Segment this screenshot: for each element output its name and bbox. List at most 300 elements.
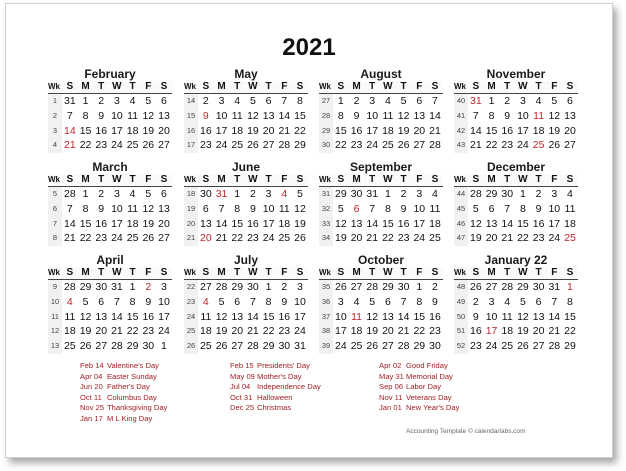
week-row — [319, 202, 443, 217]
week-number-header: Wk — [48, 175, 60, 184]
weekday-label: S — [296, 267, 304, 278]
day-cell: 11 — [429, 202, 441, 215]
week-number: 45 — [454, 202, 468, 217]
day-cell: 29 — [413, 340, 426, 353]
weekday-label: W — [112, 174, 122, 185]
weekday-label: S — [337, 81, 345, 92]
week-row — [184, 217, 308, 232]
day-cell: 14 — [247, 310, 259, 323]
day-cell: 22 — [335, 139, 347, 152]
holiday-name: Memorial Day — [406, 371, 453, 381]
week-row — [184, 187, 308, 202]
day-cell: 3 — [519, 95, 526, 107]
day-cell: 21 — [501, 232, 514, 245]
holiday-name: Veterans Day — [406, 392, 452, 402]
day-cell: 5 — [472, 202, 479, 215]
day-cell: 2 — [98, 188, 105, 200]
weekday-label: F — [416, 267, 423, 278]
day-cell: 20 — [158, 217, 170, 230]
holiday-date: Jun 20 — [80, 382, 103, 392]
day-cell: 4 — [384, 95, 391, 107]
holiday-name: Valentine's Day — [107, 361, 159, 370]
weekday-header — [454, 174, 578, 187]
day-cell: 26 — [548, 139, 561, 152]
day-cell: 25 — [350, 340, 363, 353]
weekday-label: M — [487, 174, 496, 185]
day-cell: 20 — [532, 325, 545, 338]
holiday-column — [230, 361, 321, 414]
month-block — [319, 67, 443, 153]
holiday-date: Nov 25 — [80, 403, 105, 413]
day-cell: 29 — [335, 188, 347, 200]
day-cell: 3 — [161, 281, 167, 293]
day-cell: 24 — [294, 325, 306, 338]
day-cell: 12 — [548, 109, 561, 122]
day-cell: 27 — [262, 139, 275, 152]
day-cell: 10 — [366, 109, 379, 122]
day-cell: 17 — [111, 217, 123, 230]
day-cell: 7 — [551, 295, 558, 308]
day-cell: 1 — [234, 188, 241, 200]
day-cell: 30 — [350, 188, 363, 200]
day-cell: 24 — [485, 340, 498, 353]
day-cell: 8 — [82, 109, 89, 122]
weekday-label: S — [66, 174, 74, 185]
day-cell: 4 — [281, 188, 288, 200]
week-row — [48, 231, 172, 246]
day-cell: 5 — [145, 188, 152, 200]
day-cell: 21 — [247, 325, 259, 338]
day-cell: 12 — [294, 202, 306, 215]
day-cell: 27 — [485, 281, 498, 293]
week-number: 2 — [48, 109, 62, 124]
weekday-label: T — [129, 174, 136, 185]
month-block — [319, 253, 443, 354]
week-row — [319, 187, 443, 202]
day-cell: 3 — [416, 188, 423, 200]
day-cell: 20 — [485, 232, 498, 245]
day-cell: 11 — [127, 109, 139, 122]
month-block — [48, 160, 172, 246]
weekday-label: T — [535, 174, 542, 185]
day-cell: 11 — [351, 310, 362, 323]
day-cell: 25 — [126, 139, 139, 152]
week-row — [454, 217, 578, 232]
day-cell: 30 — [142, 340, 155, 353]
day-cell: 12 — [142, 202, 155, 215]
day-cell: 6 — [416, 95, 423, 107]
month-name: December — [486, 160, 546, 174]
day-cell: 5 — [400, 95, 407, 107]
day-cell: 4 — [353, 295, 360, 308]
week-number: 27 — [319, 94, 333, 109]
day-cell: 24 — [335, 340, 347, 353]
day-cell: 21 — [397, 325, 410, 338]
day-cell: 8 — [567, 295, 573, 308]
day-cell: 9 — [202, 109, 209, 122]
day-cell: 24 — [548, 232, 561, 245]
weekday-label: S — [472, 81, 480, 92]
day-cell: 25 — [278, 232, 291, 245]
day-cell: 21 — [64, 232, 76, 245]
week-number: 26 — [184, 339, 198, 354]
week-number: 43 — [454, 138, 468, 153]
day-cell: 17 — [111, 124, 123, 137]
day-cell: 13 — [158, 109, 170, 122]
week-number-header: Wk — [184, 268, 196, 277]
holiday-item — [80, 403, 167, 414]
day-cell: 27 — [200, 281, 212, 293]
weekday-label: T — [535, 81, 542, 92]
day-cell: 9 — [249, 202, 256, 215]
day-cell: 14 — [215, 217, 228, 230]
day-cell: 7 — [369, 202, 376, 215]
week-number: 49 — [454, 295, 468, 310]
week-number: 3 — [48, 124, 62, 139]
day-cell: 15 — [485, 124, 498, 137]
day-cell: 11 — [231, 109, 243, 122]
day-cell: 11 — [127, 202, 139, 215]
week-number-header: Wk — [319, 268, 331, 277]
holiday-date: Sep 06 — [379, 382, 404, 392]
day-cell: 14 — [366, 217, 379, 230]
day-cell: 10 — [215, 109, 228, 122]
day-cell: 13 — [231, 310, 244, 323]
weekday-header — [184, 174, 308, 187]
day-cell: 18 — [126, 124, 139, 137]
day-cell: 6 — [488, 202, 495, 215]
week-number: 16 — [184, 124, 198, 139]
weekday-header — [454, 267, 578, 280]
holiday-item — [379, 403, 459, 414]
week-row — [319, 94, 443, 109]
day-cell: 9 — [353, 109, 360, 122]
week-number: 51 — [454, 324, 468, 339]
holiday-item — [80, 372, 167, 383]
week-number: 1 — [48, 94, 62, 109]
day-cell: 16 — [95, 217, 108, 230]
day-cell: 27 — [532, 340, 545, 353]
day-cell: 28 — [64, 281, 76, 293]
week-number: 19 — [184, 202, 198, 217]
day-cell: 21 — [215, 232, 228, 245]
day-cell: 8 — [297, 95, 303, 107]
day-cell: 4 — [504, 295, 511, 308]
week-number-header: Wk — [319, 82, 331, 91]
day-cell: 15 — [413, 310, 426, 323]
weekday-label: M — [487, 267, 496, 278]
week-number: 50 — [454, 310, 468, 325]
day-cell: 15 — [335, 124, 347, 137]
weekday-label: M — [352, 267, 361, 278]
week-number: 23 — [184, 295, 198, 310]
day-cell: 19 — [470, 232, 482, 245]
day-cell: 20 — [95, 325, 108, 338]
week-row — [48, 324, 172, 339]
month-block — [184, 67, 308, 153]
holiday-item — [80, 361, 167, 372]
weekday-label: S — [202, 174, 210, 185]
day-cell: 14 — [429, 109, 441, 122]
day-cell: 8 — [82, 202, 89, 215]
day-cell: 17 — [413, 217, 426, 230]
day-cell: 18 — [278, 217, 291, 230]
weekday-label: T — [400, 174, 407, 185]
day-cell: 23 — [95, 139, 108, 152]
week-number: 17 — [184, 138, 198, 153]
day-cell: 3 — [113, 95, 120, 107]
weekday-label: W — [518, 174, 528, 185]
day-cell: 12 — [335, 217, 347, 230]
day-cell: 27 — [158, 139, 170, 152]
day-cell: 20 — [200, 232, 212, 245]
day-cell: 21 — [470, 139, 482, 152]
day-cell: 22 — [79, 139, 92, 152]
weekday-label: S — [431, 174, 439, 185]
day-cell: 17 — [517, 124, 529, 137]
week-row — [184, 295, 308, 310]
holiday-item — [230, 403, 321, 414]
week-row — [454, 310, 578, 325]
day-cell: 13 — [262, 109, 275, 122]
weekday-label: M — [352, 174, 361, 185]
weekday-label: W — [248, 81, 258, 92]
weekday-header — [184, 81, 308, 94]
day-cell: 2 — [504, 95, 511, 107]
day-cell: 16 — [470, 325, 482, 338]
week-row — [454, 187, 578, 202]
day-cell: 8 — [234, 202, 241, 215]
day-cell: 15 — [517, 217, 529, 230]
weekday-label: F — [145, 81, 152, 92]
weekday-label: F — [551, 267, 558, 278]
week-number: 20 — [184, 217, 198, 232]
week-row — [48, 138, 172, 153]
weekday-label: W — [383, 81, 393, 92]
day-cell: 27 — [158, 232, 170, 245]
day-cell: 9 — [400, 202, 407, 215]
weekday-label: T — [369, 267, 376, 278]
day-cell: 15 — [262, 310, 275, 323]
day-cell: 15 — [79, 124, 92, 137]
day-cell: 19 — [397, 124, 410, 137]
week-number: 52 — [454, 339, 468, 354]
day-cell: 23 — [200, 139, 212, 152]
week-number: 8 — [48, 231, 62, 246]
week-row — [184, 324, 308, 339]
holiday-item — [80, 382, 167, 393]
weekday-label: T — [234, 267, 241, 278]
week-number-header: Wk — [48, 268, 60, 277]
day-cell: 2 — [472, 295, 479, 308]
weekday-label: M — [81, 81, 90, 92]
day-cell: 8 — [488, 109, 495, 122]
day-cell: 9 — [504, 109, 511, 122]
day-cell: 20 — [262, 124, 275, 137]
day-cell: 3 — [551, 188, 558, 200]
day-cell: 2 — [145, 281, 152, 293]
week-number: 11 — [48, 310, 62, 325]
day-cell: 16 — [142, 310, 155, 323]
day-cell: 4 — [567, 188, 573, 200]
holiday-item — [379, 372, 459, 383]
day-cell: 13 — [350, 217, 363, 230]
week-row — [184, 124, 308, 139]
day-cell: 18 — [564, 217, 576, 230]
day-cell: 31 — [548, 281, 561, 293]
day-cell: 9 — [472, 310, 479, 323]
week-row — [48, 339, 172, 354]
day-cell: 16 — [501, 124, 514, 137]
day-cell: 27 — [350, 281, 363, 293]
day-cell: 19 — [247, 124, 259, 137]
day-cell: 13 — [158, 202, 170, 215]
holiday-name: Independence Day — [257, 382, 321, 392]
day-cell: 1 — [337, 95, 344, 107]
day-cell: 2 — [353, 95, 360, 107]
day-cell: 29 — [231, 281, 244, 293]
week-number: 47 — [454, 231, 468, 246]
week-row — [319, 109, 443, 124]
weekday-label: T — [504, 174, 511, 185]
day-cell: 23 — [501, 139, 514, 152]
day-cell: 5 — [297, 188, 303, 200]
day-cell: 17 — [158, 310, 170, 323]
day-cell: 1 — [82, 188, 89, 200]
day-cell: 30 — [278, 340, 291, 353]
week-number: 18 — [184, 187, 198, 202]
holiday-name: M L King Day — [107, 413, 153, 423]
month-name: May — [234, 67, 258, 81]
weekday-label: S — [566, 267, 574, 278]
month-name: March — [92, 160, 128, 174]
week-row — [454, 295, 578, 310]
holiday-name: Mother's Day — [257, 371, 302, 381]
day-cell: 25 — [126, 232, 139, 245]
day-cell: 20 — [413, 124, 426, 137]
day-cell: 22 — [564, 325, 576, 338]
holiday-date: Jan 17 — [80, 413, 103, 423]
week-row — [48, 280, 172, 295]
day-cell: 31 — [64, 95, 76, 107]
day-cell: 14 — [397, 310, 410, 323]
day-cell: 27 — [564, 139, 576, 152]
day-cell: 20 — [231, 325, 244, 338]
holiday-date: Apr 04 — [80, 371, 103, 381]
day-cell: 10 — [262, 202, 275, 215]
holiday-date: Feb 14 — [80, 361, 104, 370]
day-cell: 18 — [231, 124, 244, 137]
day-cell: 3 — [218, 95, 225, 107]
day-cell: 3 — [113, 188, 120, 200]
week-row — [48, 187, 172, 202]
week-number: 21 — [184, 231, 198, 246]
day-cell: 23 — [278, 325, 291, 338]
week-row — [48, 124, 172, 139]
day-cell: 6 — [161, 95, 167, 107]
day-cell: 30 — [95, 281, 108, 293]
holiday-date: Feb 15 — [230, 361, 254, 370]
week-row — [48, 94, 172, 109]
weekday-label: W — [518, 81, 528, 92]
day-cell: 12 — [247, 109, 259, 122]
weekday-label: S — [202, 81, 210, 92]
week-number: 28 — [319, 109, 333, 124]
week-row — [454, 94, 578, 109]
day-cell: 21 — [548, 325, 561, 338]
week-row — [319, 124, 443, 139]
calendar-page — [5, 3, 613, 458]
holiday-name: Christmas — [257, 403, 292, 413]
week-number: 35 — [319, 280, 333, 295]
week-number: 41 — [454, 109, 468, 124]
weekday-header — [184, 267, 308, 280]
day-cell: 6 — [265, 95, 272, 107]
day-cell: 19 — [548, 124, 561, 137]
month-block — [184, 160, 308, 246]
day-cell: 3 — [297, 281, 303, 293]
weekday-label: F — [145, 174, 152, 185]
weekday-label: F — [551, 81, 558, 92]
day-cell: 18 — [382, 124, 394, 137]
day-cell: 22 — [262, 325, 275, 338]
weekday-label: F — [281, 174, 288, 185]
week-number: 7 — [48, 217, 62, 232]
month-name: November — [486, 67, 546, 81]
day-cell: 12 — [79, 310, 92, 323]
day-cell: 14 — [501, 217, 514, 230]
day-cell: 15 — [126, 310, 139, 323]
week-number: 48 — [454, 280, 468, 295]
day-cell: 3 — [265, 188, 272, 200]
day-cell: 28 — [501, 281, 514, 293]
day-cell: 21 — [111, 325, 123, 338]
week-row — [319, 138, 443, 153]
day-cell: 30 — [200, 188, 212, 200]
week-row — [48, 217, 172, 232]
day-cell: 11 — [533, 109, 545, 122]
week-number-header: Wk — [48, 82, 60, 91]
day-cell: 26 — [335, 281, 347, 293]
week-row — [319, 295, 443, 310]
day-cell: 25 — [564, 232, 576, 245]
weekday-label: S — [472, 267, 480, 278]
day-cell: 16 — [350, 124, 363, 137]
day-cell: 7 — [281, 95, 288, 107]
weekday-label: T — [234, 81, 241, 92]
day-cell: 6 — [161, 188, 167, 200]
week-number: 4 — [48, 138, 62, 153]
day-cell: 15 — [564, 310, 576, 323]
day-cell: 30 — [501, 188, 514, 200]
day-cell: 23 — [247, 232, 259, 245]
day-cell: 6 — [567, 95, 573, 107]
weekday-label: M — [217, 267, 226, 278]
day-cell: 13 — [564, 109, 576, 122]
day-cell: 27 — [231, 340, 244, 353]
day-cell: 7 — [504, 202, 511, 215]
weekday-label: T — [369, 174, 376, 185]
day-cell: 10 — [111, 109, 123, 122]
week-row — [184, 280, 308, 295]
weekday-header — [454, 81, 578, 94]
holiday-item — [230, 382, 321, 393]
week-row — [454, 231, 578, 246]
day-cell: 5 — [519, 295, 526, 308]
day-cell: 22 — [382, 232, 394, 245]
day-cell: 6 — [353, 202, 360, 215]
week-number: 32 — [319, 202, 333, 217]
